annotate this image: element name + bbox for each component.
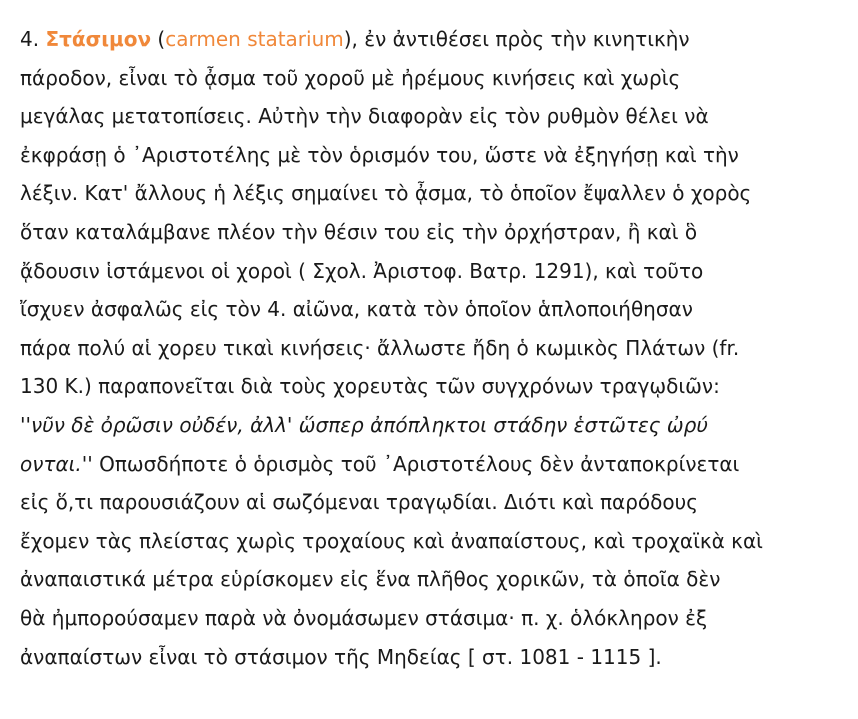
text-line-6: ὅταν καταλάμβανε πλέον τὴν θέσιν του εἰς τὴν ὀρχήστραν, ἢ καὶ ὃ	[20, 219, 698, 244]
term-heading: Στάσιμον	[45, 27, 152, 51]
text-line-1	[20, 20, 844, 59]
quotation-italic: νῦν δὲ ὀρῶσιν οὐδέν, ἀλλ' ὥσπερ ἀπόπληκτοι στάδην ἑστῶτες ὠρύ	[31, 412, 708, 437]
paragraph-number: 4.	[20, 27, 46, 51]
text-line-2: πάροδον, εἶναι τὸ ᾆσμα τοῦ χοροῦ μὲ ἠρέμους κινήσεις καὶ χωρὶς	[20, 65, 681, 90]
text-line-8: ἴσχυεν ἀσφαλῶς εἰς τὸν 4. αἰῶνα, κατὰ τὸν ὁποῖον ἁπλοποιήθησαν	[20, 297, 693, 322]
text-line-3: μεγάλας μετατοπίσεις. Αὐτὴν τὴν διαφορὰν εἰς τὸν ρυθμὸν θέλει νὰ	[20, 104, 709, 129]
latin-term: carmen statarium	[165, 27, 344, 51]
text-line-4: ἐκφράσῃ ὁ ᾿Αριστοτέλης μὲ τὸν ὁρισμόν του, ὥστε νὰ ἐξηγήσῃ καὶ τὴν	[20, 142, 739, 167]
text-line-10: 130 K.) παραπονεῖται διὰ τοὺς χορευτὰς τῶν συγχρόνων τραγῳδιῶν:	[20, 374, 720, 399]
text-line-17: ἀναπαίστων εἶναι τὸ στάσιμον τῆς Μηδείας [ στ. 1081 - 1115 ].	[20, 644, 662, 669]
quotation-italic-end: ονται.	[20, 451, 82, 476]
text-line-9: πάρα πολύ αἱ χορευ τικαὶ κινήσεις· ἄλλωστε ἤδη ὁ κωμικὸς Πλάτων (fr.	[20, 335, 740, 360]
text-line-13: εἰς ὅ,τι παρουσιάζουν αἱ σωζόμεναι τραγῳδίαι. Διότι καὶ παρόδους	[20, 490, 698, 515]
quote-open: ''	[20, 412, 31, 437]
text-line-12-rest: '' Οπωσδήποτε ὁ ὁρισμὸς τοῦ ᾿Αριστοτέλους δὲν ἀνταποκρίνεται	[81, 451, 740, 476]
text-line-11	[20, 406, 844, 445]
text-line-7: ᾄδουσιν ἱστάμενοι οἱ χοροὶ ( Σχολ. Ἀριστοφ. Βατρ. 1291), καὶ τοῦτο	[20, 258, 704, 283]
document-paragraph	[20, 20, 844, 676]
text-line-1-rest: ), ἐν ἀντιθέσει πρὸς τὴν κινητικὴν	[343, 27, 690, 51]
text-line-14: ἔχομεν τὰς πλείστας χωρὶς τροχαίους καὶ ἀναπαίστους, καὶ τροχαϊκὰ καὶ	[20, 528, 763, 553]
text-line-16: θὰ ἠμπορούσαμεν παρὰ νὰ ὀνομάσωμεν στάσιμα· π. χ. ὁλόκληρον ἐξ	[20, 605, 708, 630]
text-line-5: λέξιν. Κατ' ἄλλους ἡ λέξις σημαίνει τὸ ᾆσμα, τὸ ὁποῖον ἔψαλλεν ὁ χορὸς	[20, 181, 752, 206]
text-line-15: ἀναπαιστικά μέτρα εὑρίσκομεν εἰς ἕνα πλῆθος χορικῶν, τὰ ὁποῖα δὲν	[20, 567, 721, 592]
paren-open: (	[151, 27, 166, 51]
text-line-12	[20, 445, 844, 484]
